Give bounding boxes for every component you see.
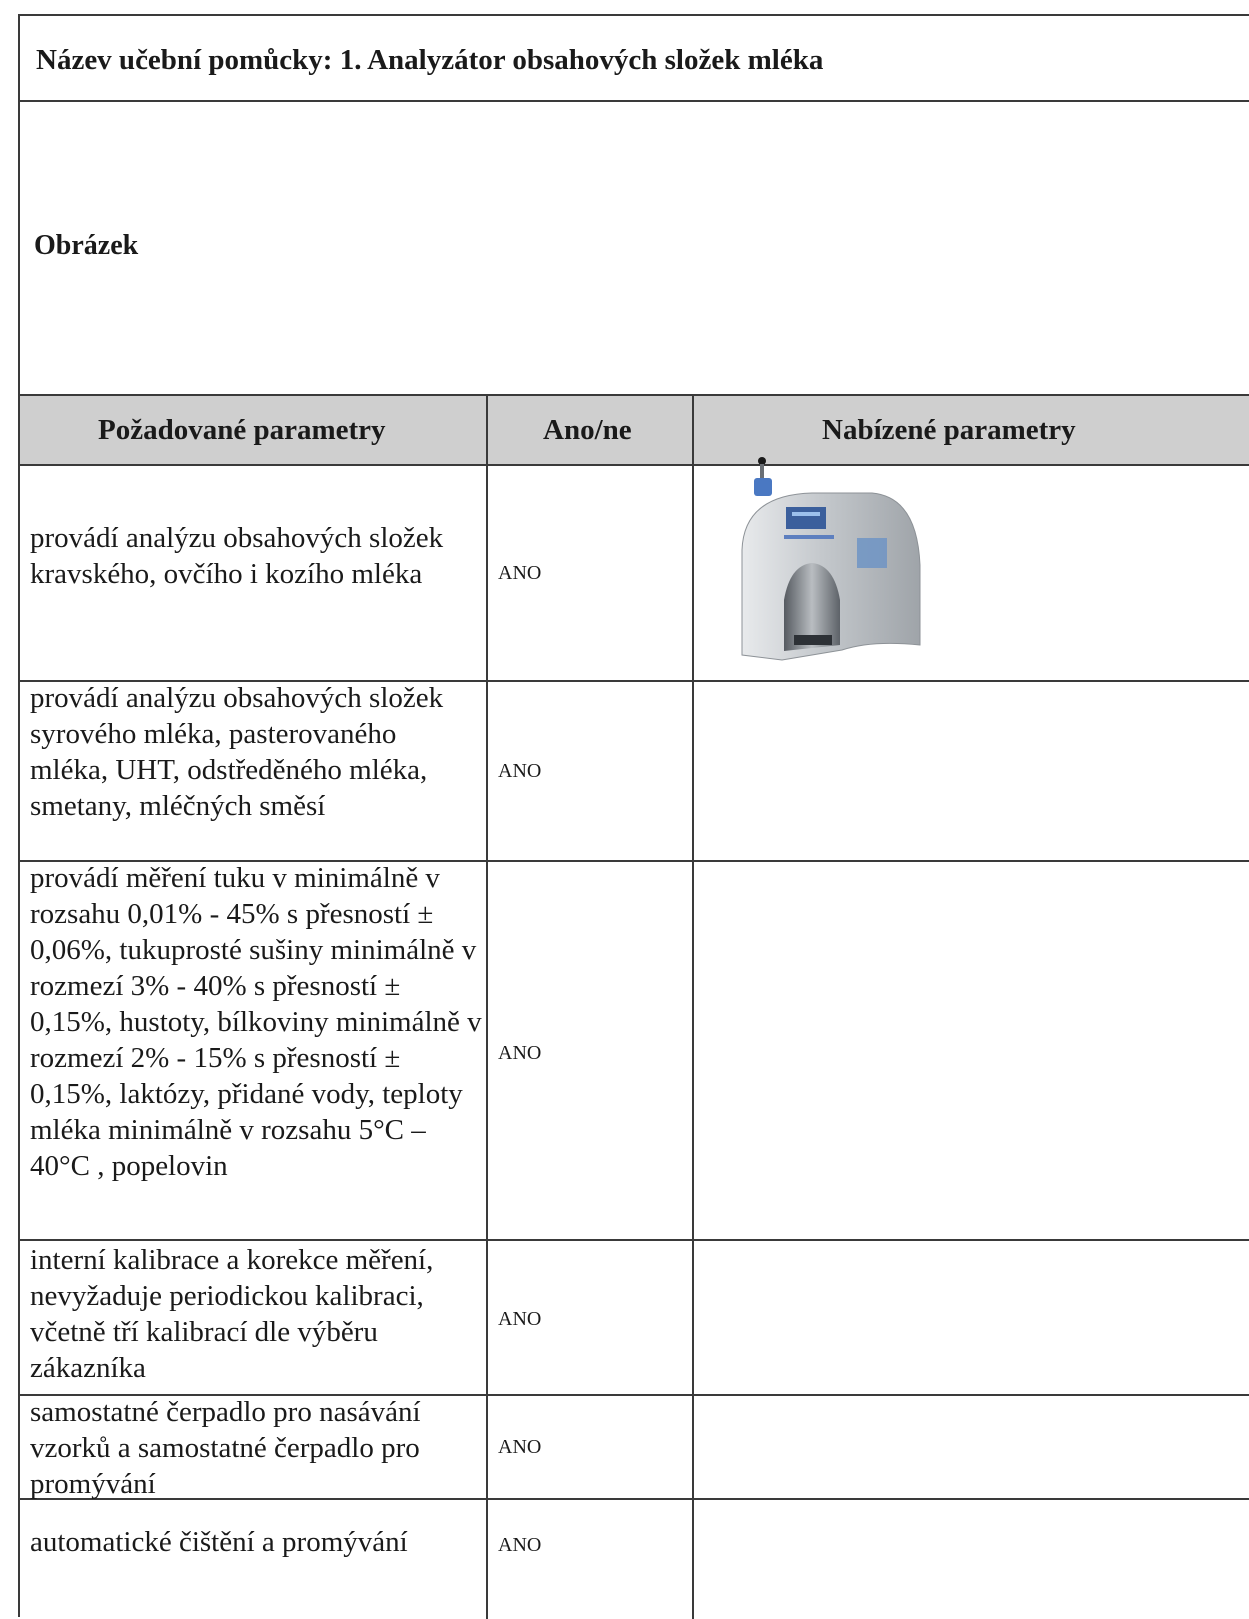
milk-analyzer-photo (722, 455, 922, 667)
table-row-answer: ANO (498, 1042, 542, 1064)
header-required: Požadované parametry (98, 414, 386, 446)
table-row-answer: ANO (498, 1436, 542, 1458)
table-row-requirement: provádí analýzu obsahových složek kravského, ovčího i kozího mléka (30, 522, 444, 590)
table-row-answer: ANO (498, 1308, 542, 1330)
header-yes-no: Ano/ne (543, 414, 632, 446)
picture-label: Obrázek (34, 230, 139, 261)
table-row-answer: ANO (498, 1534, 542, 1556)
document-title: Název učební pomůcky: 1. Analyzátor obsahových složek mléka (36, 44, 824, 76)
header-offered: Nabízené parametry (822, 414, 1076, 446)
document-frame (18, 14, 1249, 1617)
table-row-requirement: interní kalibrace a korekce měření, nevyžaduje periodickou kalibraci, včetně tří kalibrací dle výběru zákazníka (30, 1244, 434, 1384)
table-header (20, 394, 1249, 466)
picture-row (20, 102, 1249, 394)
table-row-answer: ANO (498, 562, 542, 584)
table-row-requirement: samostatné čerpadlo pro nasávání vzorků a samostatné čerpadlo pro promývání (30, 1396, 421, 1500)
table-row-requirement: provádí měření tuku v minimálně v rozsahu 0,01% - 45% s přesností ± 0,06%, tukuprosté sušiny minimálně v rozmezí 3% - 40% s přesností ± 0,15%, hustoty, bílkoviny minimálně v rozmezí 2% - 15% s přesností ± 0,15%, laktózy, přidané vody, teploty mléka minimálně v rozsahu 5°C – 40°C , popelovin (30, 862, 482, 1182)
table-row-answer: ANO (498, 760, 542, 782)
row-divider (20, 1239, 1249, 1241)
column-divider (692, 394, 694, 1619)
table-row-requirement: automatické čištění a promývání (30, 1526, 408, 1558)
table-row-requirement: provádí analýzu obsahových složek syrového mléka, pasterovaného mléka, UHT, odstředěného mléka, smetany, mléčných směsí (30, 682, 444, 822)
title-row (20, 16, 1249, 102)
column-divider (486, 394, 488, 1619)
